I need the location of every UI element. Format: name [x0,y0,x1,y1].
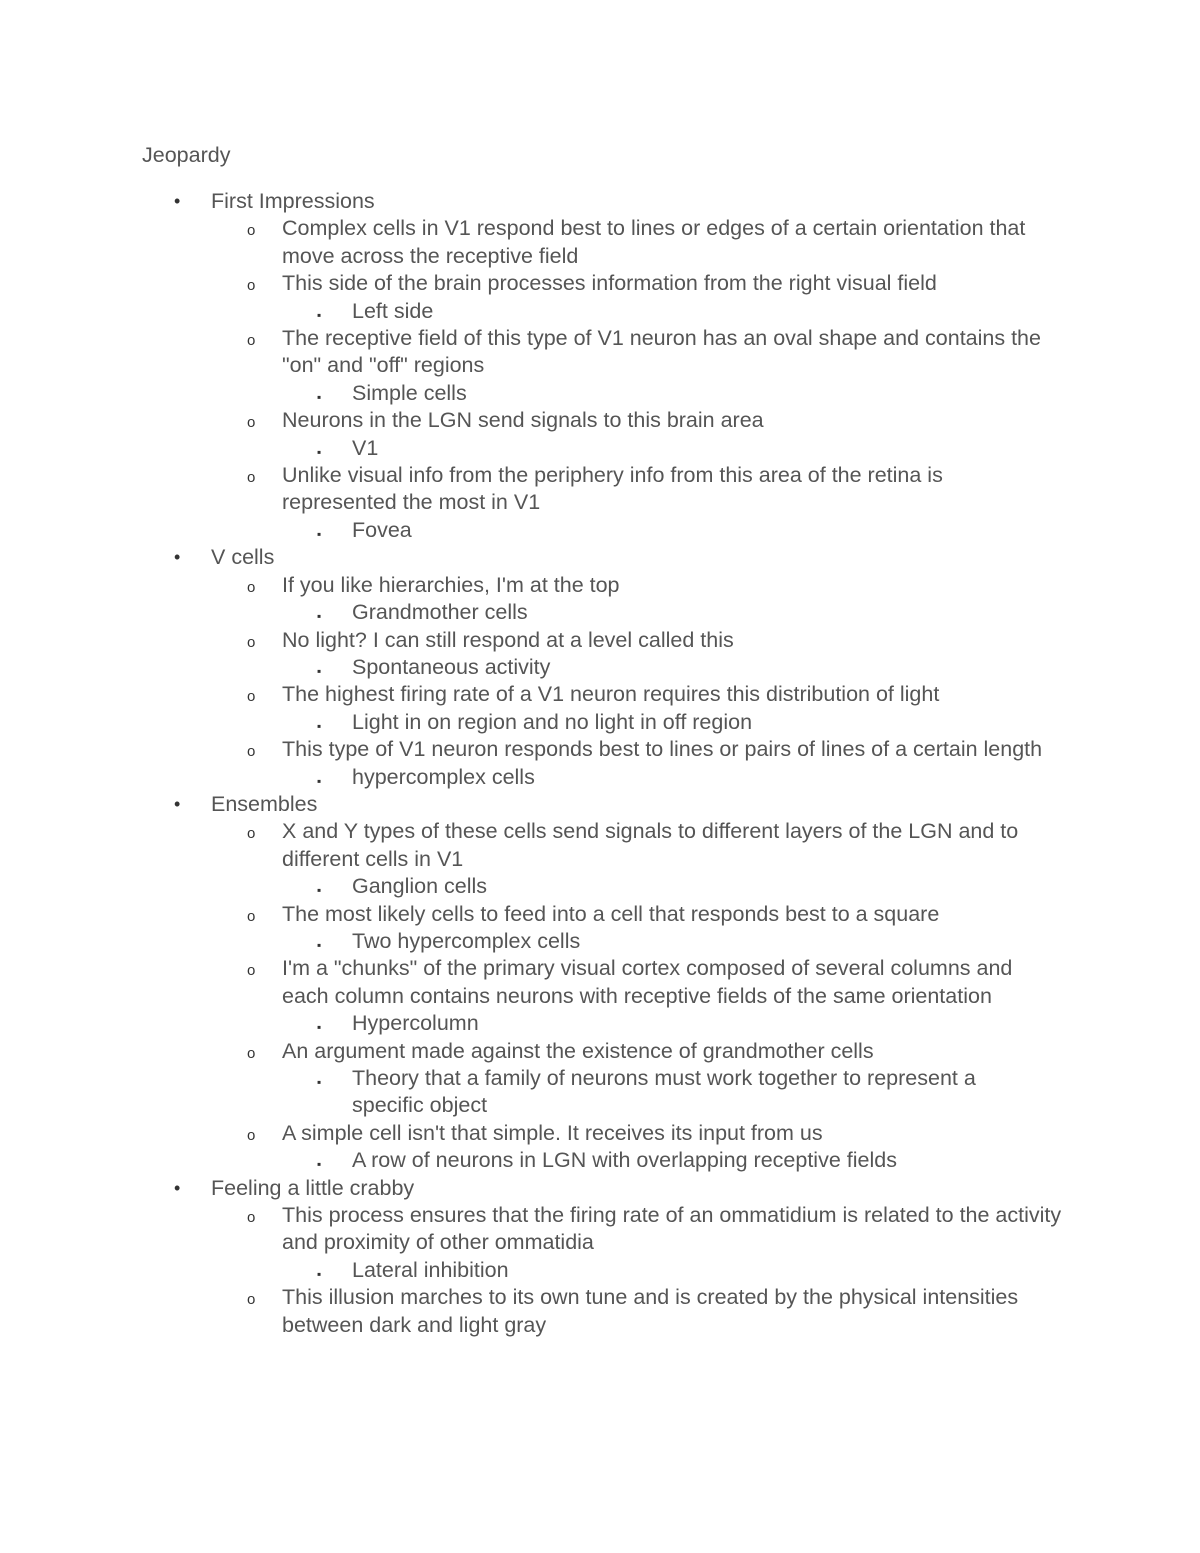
outline-item-level-2 [0,627,1200,654]
outline-item-level-3 [0,435,1200,462]
outline-item-text: A simple cell isn't that simple. It receives its input from us [282,1120,823,1145]
bullet-circle-icon: o [247,962,256,980]
outline-item-text: Neurons in the LGN send signals to this brain area [282,408,764,433]
outline-item-level-3 [0,654,1200,681]
outline-item-level-1 [0,791,1200,818]
outline-item-level-2 [0,407,1200,434]
bullet-square-icon: ▪ [317,718,322,733]
outline-item-level-2 [0,1120,1200,1147]
outline-item-text: This side of the brain processes information from the right visual field [282,271,937,296]
bullet-circle-icon: o [247,277,256,295]
bullet-square-icon: ▪ [317,773,322,788]
bullet-circle-icon: o [247,825,256,843]
bullet-disc-icon: • [174,191,181,211]
outline-item-text: Simple cells [352,380,467,405]
outline-item-level-2 [0,901,1200,928]
bullet-square-icon: ▪ [317,444,322,459]
outline-item-level-3 [0,1257,1200,1284]
outline-item-level-2 [0,1038,1200,1065]
outline-item-text: Feeling a little crabby [211,1175,415,1200]
outline-item-level-3 [0,764,1200,791]
bullet-circle-icon: o [247,1209,256,1227]
outline-item-level-2 [0,1202,1200,1257]
bullet-circle-icon: o [247,222,256,240]
bullet-square-icon: ▪ [317,1020,322,1035]
outline-item-text: Two hypercomplex cells [352,928,581,953]
outline-item-text: X and Y types of these cells send signals to different layers of the LGN and to different cells in V1 [282,819,1019,871]
bullet-square-icon: ▪ [317,307,322,322]
outline-item-text: The receptive field of this type of V1 neuron has an oval shape and contains the "on" and "off" regions [282,326,1041,378]
outline-item-text: This type of V1 neuron responds best to lines or pairs of lines of a certain length [282,737,1043,762]
bullet-circle-icon: o [247,907,256,925]
outline-item-text: V cells [211,545,275,570]
outline-item-level-1 [0,544,1200,571]
outline-item-level-2 [0,572,1200,599]
outline-item-text: Grandmother cells [352,600,528,625]
bullet-circle-icon: o [247,469,256,487]
outline-item-text: Left side [352,298,434,323]
outline-item-text: This illusion marches to its own tune and is created by the physical intensities between dark and light gray [282,1285,1019,1337]
outline-item-level-1 [0,188,1200,215]
outline-item-text: Ensembles [211,791,318,816]
outline-item-text: A row of neurons in LGN with overlapping receptive fields [352,1148,897,1173]
outline-item-level-2 [0,215,1200,270]
outline-item-level-3 [0,380,1200,407]
outline-item-text: Complex cells in V1 respond best to lines or edges of a certain orientation that move across the receptive field [282,216,1026,268]
outline-item-text: Theory that a family of neurons must work together to represent a specific object [352,1066,976,1118]
bullet-square-icon: ▪ [317,663,322,678]
bullet-circle-icon: o [247,332,256,350]
outline-item-level-3 [0,709,1200,736]
outline-item-text: The highest firing rate of a V1 neuron requires this distribution of light [282,682,940,707]
outline-item-level-3 [0,517,1200,544]
outline-item-level-3 [0,1065,1200,1120]
outline-item-level-3 [0,1147,1200,1174]
outline-item-text: Spontaneous activity [352,654,551,679]
bullet-circle-icon: o [247,578,256,596]
outline-item-text: Lateral inhibition [352,1257,509,1282]
bullet-disc-icon: • [174,547,181,568]
outline-item-level-2 [0,325,1200,380]
outline-item-text: I'm a "chunks" of the primary visual cortex composed of several columns and each column contains neurons with receptive fields of the same orientation [282,956,1013,1008]
outline-item-text: Ganglion cells [352,874,488,899]
outline-item-text: The most likely cells to feed into a cell that responds best to a square [282,901,940,926]
bullet-square-icon: ▪ [317,609,322,624]
outline-item-level-3 [0,873,1200,900]
bullet-circle-icon: o [247,743,256,761]
bullet-circle-icon: o [247,633,256,651]
outline-item-text: Light in on region and no light in off region [352,709,753,734]
bullet-circle-icon: o [247,414,256,432]
bullet-square-icon: ▪ [317,1075,322,1089]
outline-item-text: Hypercolumn [352,1011,479,1036]
outline-item-text: hypercomplex cells [352,764,535,789]
outline-item-level-3 [0,928,1200,955]
bullet-circle-icon: o [247,1044,256,1062]
outline-item-level-3 [0,298,1200,325]
outline-item-level-2 [0,462,1200,517]
outline-item-text: An argument made against the existence of grandmother cells [282,1038,874,1063]
bullet-outline [0,188,1200,1339]
outline-item-text: This process ensures that the firing rate of an ommatidium is related to the activity and proximity of other ommatidia [282,1203,1062,1255]
bullet-square-icon: ▪ [317,389,322,404]
bullet-square-icon: ▪ [317,526,322,541]
outline-item-level-3 [0,599,1200,626]
outline-item-text: No light? I can still respond at a level called this [282,627,734,652]
bullet-square-icon: ▪ [317,1157,322,1172]
outline-item-level-2 [0,818,1200,873]
outline-item-level-2 [0,736,1200,763]
outline-item-level-2 [0,1284,1200,1339]
outline-item-text: Unlike visual info from the periphery info from this area of the retina is represented the most in V1 [282,463,943,515]
outline-item-level-2 [0,270,1200,297]
outline-item-level-2 [0,955,1200,1010]
outline-item-level-1 [0,1175,1200,1202]
bullet-square-icon: ▪ [317,937,322,952]
outline-item-text: Fovea [352,517,412,542]
bullet-square-icon: ▪ [317,1266,322,1281]
bullet-disc-icon: • [174,1177,181,1198]
outline-item-text: If you like hierarchies, I'm at the top [282,572,620,597]
outline-item-text: V1 [352,435,379,460]
bullet-disc-icon: • [174,793,181,814]
outline-item-text: First Impressions [211,189,375,213]
outline-item-level-3 [0,1010,1200,1037]
bullet-square-icon: ▪ [317,883,322,898]
outline-item-level-2 [0,681,1200,708]
bullet-circle-icon: o [247,1291,256,1309]
bullet-circle-icon: o [247,1126,256,1144]
bullet-circle-icon: o [247,688,256,706]
document-title: Jeopardy [142,143,231,167]
